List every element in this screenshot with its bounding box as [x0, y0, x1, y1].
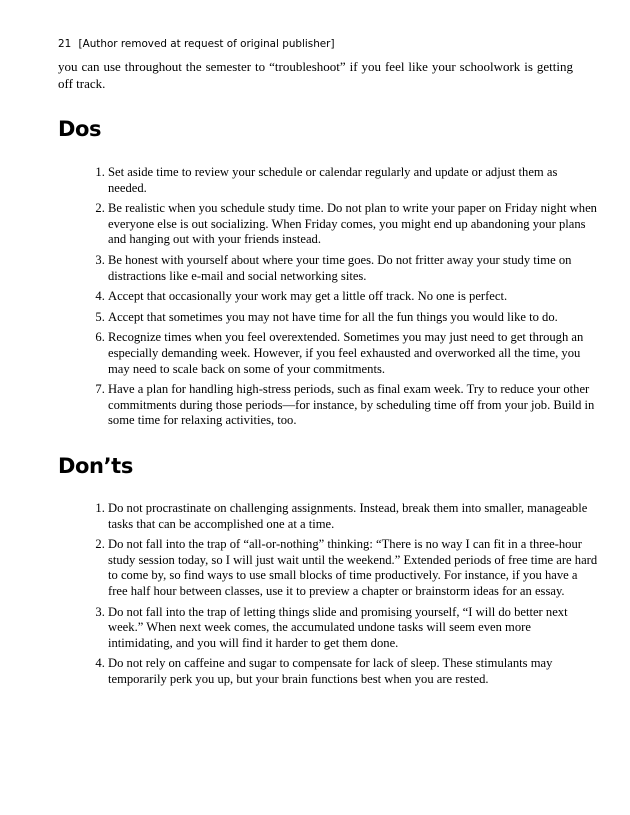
dos-item-7: 7. Have a plan for handling high-stress periods, such as final exam week. Try to reduce your other commitments during those periods—for instance, by scheduling time off from your job. Build in some time for relaxing activities, too.: [108, 382, 598, 429]
donts-item-1: 1. Do not procrastinate on challenging assignments. Instead, break them into smaller, manageable tasks that can be accomplished one at a time.: [108, 501, 598, 532]
dos-item-1: 1. Set aside time to review your schedule or calendar regularly and update or adjust them as needed.: [108, 165, 598, 196]
donts-list: [86, 501, 598, 693]
running-title: [Author removed at request of original publisher]: [78, 38, 335, 50]
dos-item-5: 5. Accept that sometimes you may not have time for all the fun things you would like to do.: [108, 310, 598, 326]
dos-item-2: 2. Be realistic when you schedule study time. Do not plan to write your paper on Friday night when everyone else is out socializing. When Friday comes, you might end up abandoning your plans and hanging out with your friends instead.: [108, 201, 598, 248]
dos-heading: Dos: [58, 117, 102, 141]
donts-item-3: 3. Do not fall into the trap of letting things slide and promising yourself, “I will do better next week.” When next week comes, the accumulated undone tasks will seem even more intimidating, and you will find it harder to get them done.: [108, 605, 598, 652]
dos-list: [86, 165, 598, 434]
dos-item-6: 6. Recognize times when you feel overextended. Sometimes you may just need to get through an especially demanding week. However, if you feel exhausted and overworked all the time, you may need to scale back on some of your commitments.: [108, 330, 598, 377]
running-header: [58, 38, 335, 50]
donts-heading: Don’ts: [58, 454, 133, 478]
page-number: 21: [58, 38, 72, 50]
donts-item-2: 2. Do not fall into the trap of “all-or-nothing” thinking: “There is no way I can fit in a three-hour study session today, so I will just wait until the weekend.” Extended periods of free time are hard to come by, so find ways to use small blocks of time productively. For instance, if you have a free half hour between classes, use it to preview a chapter or brainstorm ideas for an essay.: [108, 537, 598, 599]
dos-item-4: 4. Accept that occasionally your work may get a little off track. No one is perfect.: [108, 289, 598, 305]
dos-item-3: 3. Be honest with yourself about where your time goes. Do not fritter away your study time on distractions like e-mail and social networking sites.: [108, 253, 598, 284]
donts-item-4: 4. Do not rely on caffeine and sugar to compensate for lack of sleep. These stimulants may temporarily perk you up, but your brain functions best when you are rested.: [108, 656, 598, 687]
intro-paragraph: you can use throughout the semester to “troubleshoot” if you feel like your schoolwork is getting off track.: [58, 59, 573, 91]
